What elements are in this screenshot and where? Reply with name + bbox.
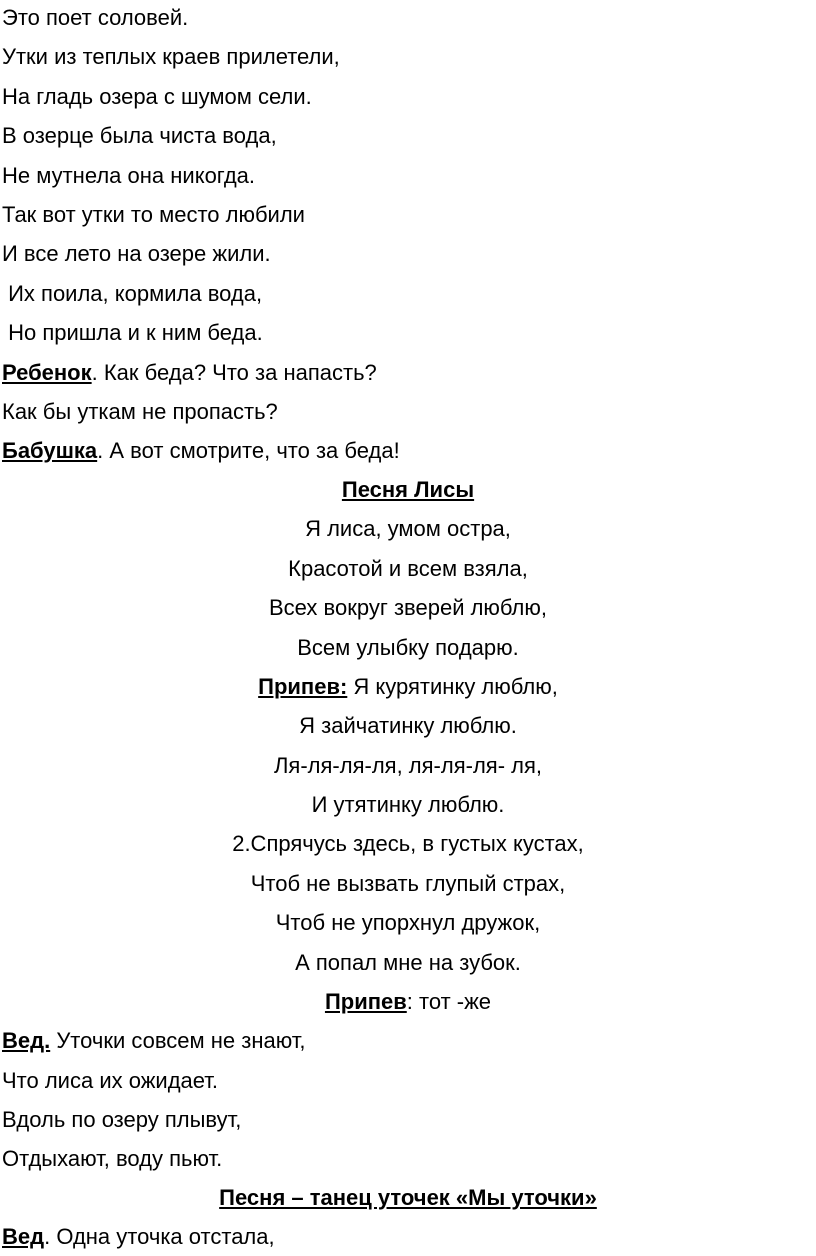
line-text: Но пришла и к ним беда. (2, 320, 263, 345)
line-text: Это поет соловей. (2, 5, 189, 30)
line-text: В озерце была чиста вода, (2, 123, 277, 148)
dialogue-line (0, 1219, 816, 1255)
text-line (0, 1063, 816, 1099)
speaker-label: Вед (2, 1224, 45, 1249)
line-text: И утятинку люблю. (311, 792, 505, 817)
line-text: : тот -же (406, 989, 492, 1014)
line-text: На гладь озера с шумом сели. (2, 84, 312, 109)
line-text: 2.Спрячусь здесь, в густых кустах, (232, 831, 584, 856)
speaker-label: Ребенок (2, 360, 92, 385)
text-line (0, 0, 816, 36)
chorus-label: Припев: (258, 674, 348, 699)
speaker-label: Бабушка (2, 438, 98, 463)
text-line (0, 1102, 816, 1138)
chorus-line (0, 669, 816, 705)
verse-line (0, 748, 816, 784)
text-line (0, 276, 816, 312)
dialogue-line (0, 355, 816, 391)
speaker-label: Вед. (2, 1028, 51, 1053)
heading-text: Песня Лисы (341, 477, 475, 502)
text-line (0, 118, 816, 154)
chorus-line (0, 984, 816, 1020)
dialogue-line (0, 433, 816, 469)
line-text: Чтоб не вызвать глупый страх, (250, 871, 566, 896)
line-text: . Как беда? Что за напасть? (91, 360, 377, 385)
text-line (0, 315, 816, 351)
line-text: Отдыхают, воду пьют. (2, 1146, 223, 1171)
line-text: Чтоб не упорхнул дружок, (275, 910, 541, 935)
text-line (0, 1141, 816, 1177)
line-text: И все лето на озере жили. (2, 241, 271, 266)
text-line (0, 197, 816, 233)
line-text: Утки из теплых краев прилетели, (2, 44, 340, 69)
text-line (0, 394, 816, 430)
chorus-label: Припев (324, 989, 407, 1014)
dialogue-line (0, 1023, 816, 1059)
verse-line (0, 511, 816, 547)
verse-line (0, 826, 816, 862)
line-text: Так вот утки то место любили (2, 202, 305, 227)
line-text: . Одна уточка отстала, (44, 1224, 275, 1249)
line-text: Как бы уткам не пропасть? (2, 399, 278, 424)
line-text: А попал мне на зубок. (295, 950, 521, 975)
line-text: Их поила, кормила вода, (2, 281, 263, 306)
verse-line (0, 787, 816, 823)
text-line (0, 158, 816, 194)
section-heading (0, 1180, 816, 1216)
text-line (0, 39, 816, 75)
line-text: Всем улыбку подарю. (297, 635, 519, 660)
verse-line (0, 590, 816, 626)
verse-line (0, 551, 816, 587)
verse-line (0, 945, 816, 981)
verse-line (0, 905, 816, 941)
line-text: Уточки совсем не знают, (50, 1028, 306, 1053)
line-text: Я лиса, умом остра, (305, 516, 511, 541)
text-line (0, 79, 816, 115)
line-text: Ля-ля-ля-ля, ля-ля-ля- ля, (273, 753, 542, 778)
line-text: Я курятинку люблю, (347, 674, 558, 699)
line-text: Что лиса их ожидает. (2, 1068, 219, 1093)
line-text: . А вот смотрите, что за беда! (97, 438, 400, 463)
heading-text: Песня – танец уточек «Мы уточки» (219, 1185, 597, 1210)
text-line (0, 236, 816, 272)
verse-line (0, 630, 816, 666)
line-text: Не мутнела она никогда. (2, 163, 256, 188)
line-text: Красотой и всем взяла, (288, 556, 528, 581)
line-text: Я зайчатинку люблю. (299, 713, 517, 738)
section-heading (0, 472, 816, 508)
verse-line (0, 866, 816, 902)
line-text: Вдоль по озеру плывут, (2, 1107, 242, 1132)
verse-line (0, 708, 816, 744)
line-text: Всех вокруг зверей люблю, (269, 595, 547, 620)
